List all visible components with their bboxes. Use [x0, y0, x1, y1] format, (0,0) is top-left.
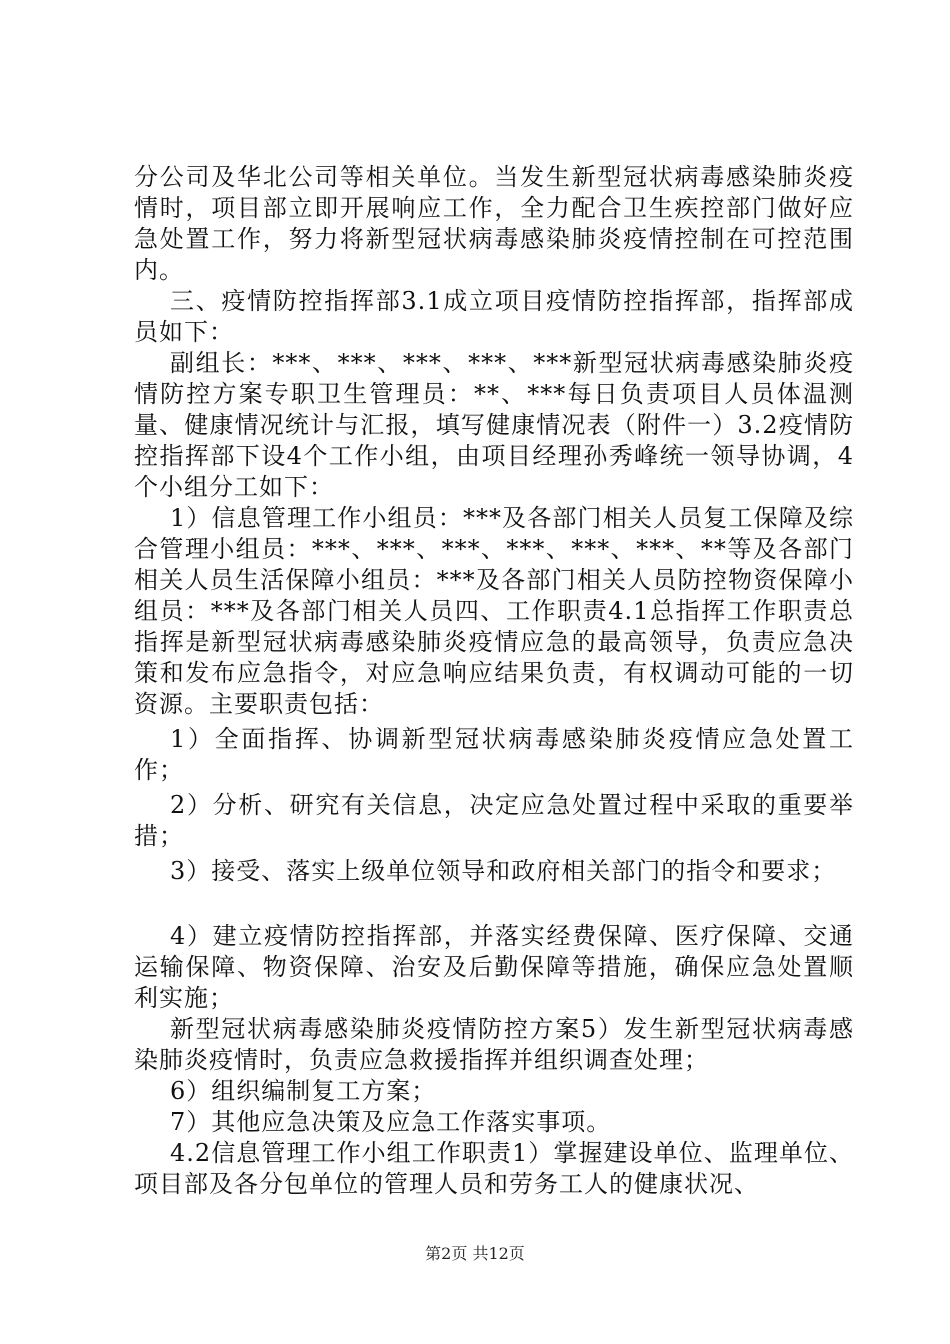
paragraph-deputy-leaders: 副组长：***、***、***、***、***新型冠状病毒感染肺炎疫情防控方案专职卫生管理员：**、***每日负责项目人员体温测量、健康情况统计与汇报，填写健康情况表（附件一）3.2疫情防控指挥部下设4个工作小组，由项目经理孙秀峰统一领导协调，4个小组分工如下： [134, 349, 854, 501]
paragraph-section-4-2: 4.2信息管理工作小组工作职责1）掌握建设单位、监理单位、项目部及各分包单位的管理人员和劳务工人的健康状况、 [134, 1139, 854, 1198]
paragraph-duty-3: 3）接受、落实上级单位领导和政府相关部门的指令和要求； [170, 857, 837, 885]
paragraph-duty-7: 7）其他应急决策及应急工作落实事项。 [170, 1108, 612, 1136]
paragraph-section-three: 三、疫情防控指挥部3.1成立项目疫情防控指挥部，指挥部成员如下： [134, 287, 854, 346]
paragraph-duty-4: 4）建立疫情防控指挥部，并落实经费保障、医疗保障、交通运输保障、物资保障、治安及后勤保障等措施，确保应急处置顺利实施； [134, 922, 854, 1012]
paragraph-duty-5: 新型冠状病毒感染肺炎疫情防控方案5）发生新型冠状病毒感染肺炎疫情时，负责应急救援指挥并组织调查处理； [134, 1015, 854, 1074]
paragraph-duty-1: 1）全面指挥、协调新型冠状病毒感染肺炎疫情应急处置工作； [134, 725, 854, 784]
paragraph-work-groups: 1）信息管理工作小组员：***及各部门相关人员复工保障及综合管理小组员：***、***、***、***、***、***、**等及各部门相关人员生活保障小组员：***及各部门相关人员防控物资保障小组员：***及各部门相关人员四、工作职责4.1总指挥工作职责总指挥是新型冠状病毒感染肺炎疫情应急的最高领导，负责应急决策和发布应急指令，对应急响应结果负责，有权调动可能的一切资源。主要职责包括： [134, 504, 854, 718]
page-number-footer: 第2页 共12页 [425, 1244, 525, 1263]
paragraph-duty-6: 6）组织编制复工方案； [170, 1077, 437, 1105]
paragraph-intro: 分公司及华北公司等相关单位。当发生新型冠状病毒感染肺炎疫情时，项目部立即开展响应工作，全力配合卫生疾控部门做好应急处置工作，努力将新型冠状病毒感染肺炎疫情控制在可控范围内。 [134, 163, 854, 284]
paragraph-duty-2: 2）分析、研究有关信息，决定应急处置过程中采取的重要举措； [134, 791, 854, 850]
document-body [134, 162, 854, 1200]
